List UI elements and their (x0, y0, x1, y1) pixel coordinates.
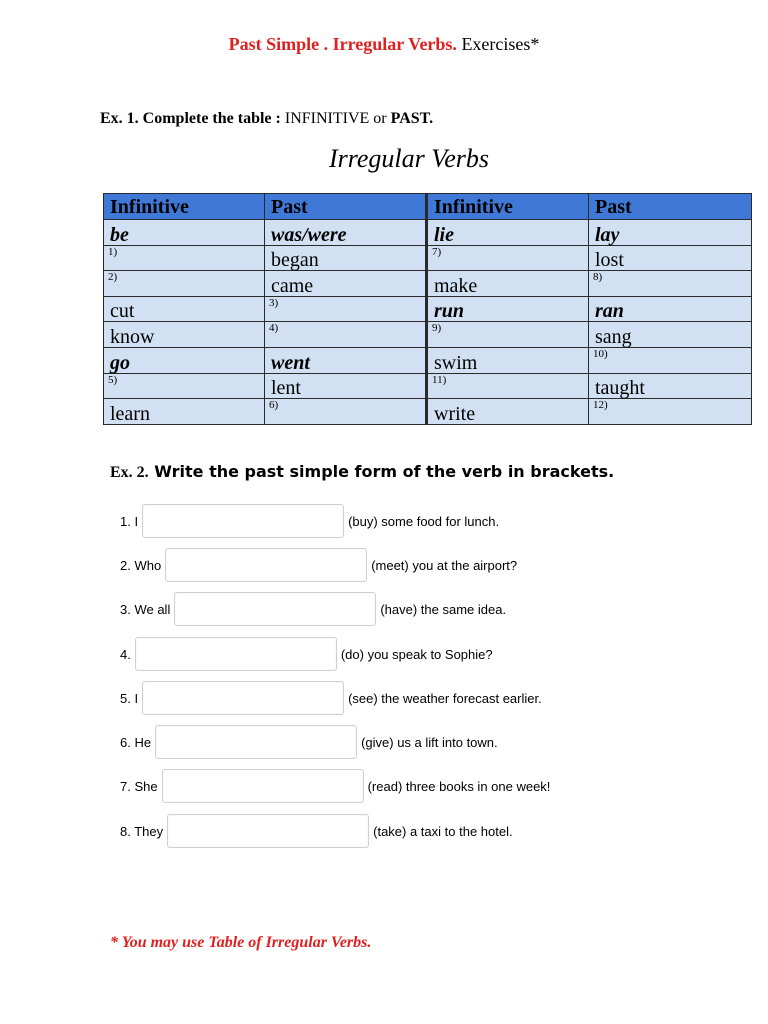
verb-cell: know (104, 322, 265, 348)
answer-input[interactable] (142, 681, 344, 715)
table-row (104, 220, 752, 246)
question-prefix: 4. (120, 646, 131, 662)
table-row (104, 271, 752, 297)
answer-input[interactable] (165, 548, 367, 582)
question-8 (120, 814, 513, 848)
question-suffix: (give) us a lift into town. (361, 734, 498, 750)
title-red: Past Simple . Irregular Verbs. (228, 34, 457, 54)
title-rest: Exercises* (461, 34, 540, 54)
question-prefix: 8. They (120, 823, 164, 839)
answer-input[interactable] (135, 637, 337, 671)
answer-input[interactable] (162, 769, 364, 803)
blank-number: 5) (108, 373, 118, 386)
blank-cell (265, 322, 427, 348)
blank-cell (589, 271, 752, 297)
header-past-2: Past (589, 194, 752, 220)
blank-number: 12) (593, 399, 608, 412)
footnote: * You may use Table of Irregular Verbs. (110, 934, 372, 951)
table-row (104, 347, 752, 373)
blank-number: 2) (108, 271, 118, 284)
blank-number: 11) (432, 373, 447, 386)
question-prefix: 7. She (120, 778, 158, 794)
answer-input[interactable] (174, 592, 376, 626)
page-title (0, 34, 768, 55)
header-past-1: Past (265, 194, 427, 220)
header-infinitive-2: Infinitive (427, 194, 589, 220)
question-6 (120, 725, 498, 759)
exercise-1-heading (100, 110, 433, 128)
verb-cell: write (427, 399, 589, 425)
ex2-text: Write the past simple form of the verb in brackets. (154, 462, 615, 481)
blank-cell (589, 399, 752, 425)
question-3 (120, 592, 506, 626)
question-suffix: (read) three books in one week! (367, 778, 551, 794)
table-row (104, 245, 752, 271)
blank-cell (265, 296, 427, 322)
verb-cell: was/were (265, 220, 427, 246)
ex2-label: Ex. 2. (110, 464, 149, 481)
question-prefix: 2. Who (120, 557, 162, 573)
verb-cell: lay (589, 220, 752, 246)
table-header-row (104, 194, 752, 220)
question-suffix: (meet) you at the airport? (371, 557, 518, 573)
question-prefix: 5. I (120, 690, 139, 706)
question-suffix: (do) you speak to Sophie? (340, 646, 493, 662)
blank-cell (104, 271, 265, 297)
blank-cell (104, 373, 265, 399)
question-suffix: (see) the weather forecast earlier. (348, 690, 542, 706)
blank-cell (104, 245, 265, 271)
blank-number: 9) (432, 322, 442, 335)
question-5 (120, 681, 542, 715)
blank-number: 10) (593, 347, 608, 360)
question-prefix: 6. He (120, 734, 152, 750)
blank-cell (265, 399, 427, 425)
ex1-or: or (373, 110, 387, 127)
question-suffix: (have) the same idea. (380, 601, 507, 617)
verb-cell: learn (104, 399, 265, 425)
verb-cell: ran (589, 296, 752, 322)
verb-cell: lent (265, 373, 427, 399)
question-suffix: (buy) some food for lunch. (348, 513, 500, 529)
verb-cell: came (265, 271, 427, 297)
blank-number: 6) (269, 399, 279, 412)
ex1-label: Ex. 1. (100, 110, 139, 127)
verb-cell: cut (104, 296, 265, 322)
blank-cell (427, 245, 589, 271)
table-row (104, 399, 752, 425)
question-suffix: (take) a taxi to the hotel. (373, 823, 513, 839)
blank-cell (427, 322, 589, 348)
verb-cell: make (427, 271, 589, 297)
verb-cell: lost (589, 245, 752, 271)
ex1-text: Complete the table : (142, 110, 281, 127)
table-title: Irregular Verbs (328, 144, 490, 173)
blank-number: 3) (269, 296, 279, 309)
blank-cell (589, 347, 752, 373)
header-infinitive-1: Infinitive (104, 194, 265, 220)
verb-cell: be (104, 220, 265, 246)
blank-cell (427, 373, 589, 399)
blank-number: 7) (432, 245, 442, 258)
answer-input[interactable] (155, 725, 357, 759)
question-1 (120, 504, 499, 538)
verb-cell: go (104, 347, 265, 373)
verb-cell: began (265, 245, 427, 271)
verb-cell: swim (427, 347, 589, 373)
question-prefix: 3. We all (120, 601, 171, 617)
verb-cell: lie (427, 220, 589, 246)
question-7 (120, 769, 550, 803)
verb-cell: taught (589, 373, 752, 399)
blank-number: 4) (269, 322, 279, 335)
question-prefix: 1. I (120, 513, 139, 529)
question-4 (120, 637, 493, 671)
table-row (104, 322, 752, 348)
ex1-cap2: PAST. (390, 110, 434, 127)
table-row (104, 296, 752, 322)
irregular-verbs-table (103, 193, 752, 425)
answer-input[interactable] (167, 814, 369, 848)
table-row (104, 373, 752, 399)
ex1-cap: INFINITIVE (284, 110, 370, 127)
question-2 (120, 548, 517, 582)
blank-number: 1) (108, 245, 118, 258)
blank-number: 8) (593, 271, 603, 284)
verb-cell: run (427, 296, 589, 322)
verb-cell: went (265, 347, 427, 373)
verb-cell: sang (589, 322, 752, 348)
answer-input[interactable] (142, 504, 344, 538)
exercise-2-heading (110, 462, 614, 482)
